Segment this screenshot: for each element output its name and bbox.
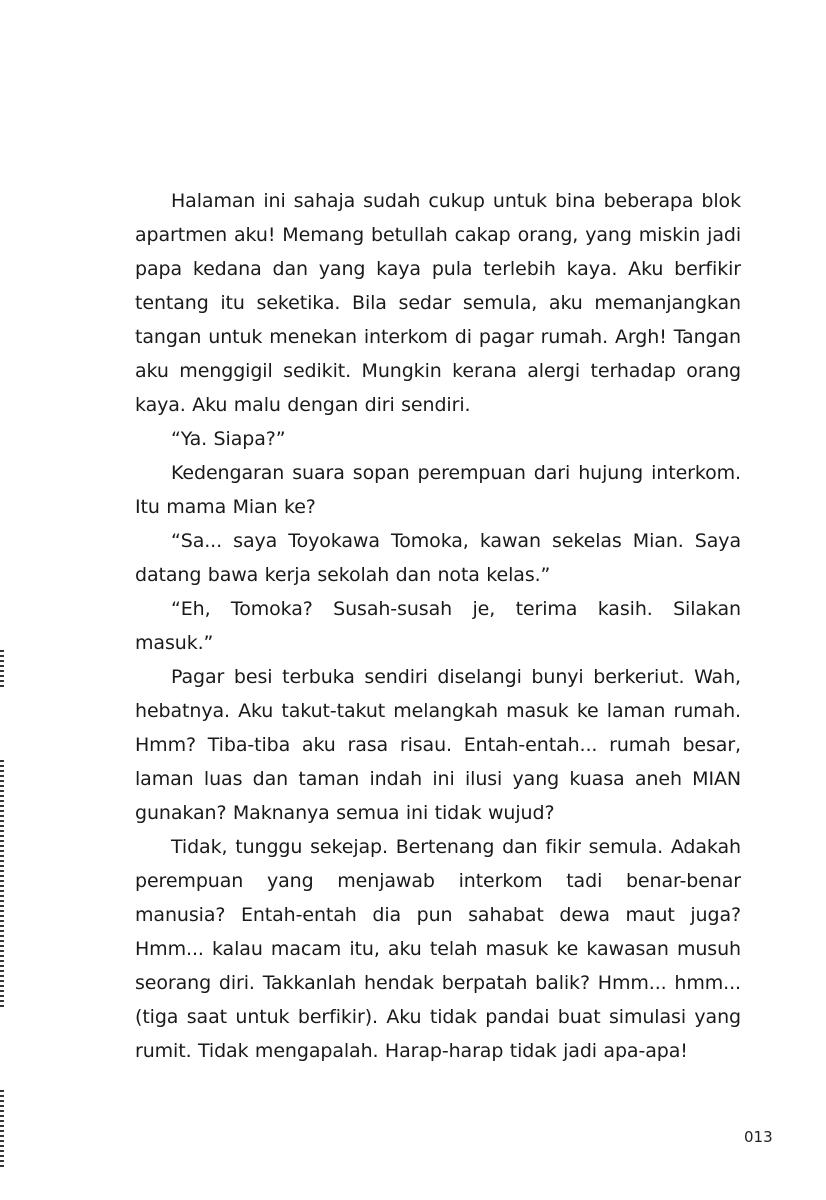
paragraph: Pagar besi terbuka sendiri diselangi bunyi berkeriut. Wah, hebatnya. Aku takut-takut melangkah masuk ke laman rumah. Hmm? Tiba-tiba aku rasa risau. Entah-entah... rumah besar, laman luas dan taman indah ini ilusi yang kuasa aneh MIAN gunakan? Maknanya semua ini tidak wujud? [135, 666, 741, 824]
paragraph: Tidak, tunggu sekejap. Bertenang dan fikir semula. Adakah perempuan yang menjawab interkom tadi benar-benar manusia? Entah-entah dia pun sahabat dewa maut juga? Hmm... kalau macam itu, aku telah masuk ke kawasan musuh seorang diri. Takkanlah hendak berpatah balik? Hmm... hmm... (tiga saat untuk berfikir). Aku tidak pandai buat simulasi yang rumit. Tidak mengapalah. Harap-harap tidak jadi apa-apa! [135, 836, 741, 1062]
scan-edge-mark [0, 1090, 4, 1170]
paragraph: “Eh, Tomoka? Susah-susah je, terima kasih. Silakan masuk.” [135, 598, 741, 654]
paragraph: Halaman ini sahaja sudah cukup untuk bina beberapa blok apartmen aku! Memang betullah cakap orang, yang miskin jadi papa kedana dan yang kaya pula terlebih kaya. Aku berfikir tentang itu seketika. Bila sedar semula, aku memanjangkan tangan untuk menekan interkom di pagar rumah. Argh! Tangan aku menggigil sedikit. Mungkin kerana alergi terhadap orang kaya. Aku malu dengan diri sendiri. [135, 190, 741, 416]
page-number: 013 [744, 1128, 773, 1146]
scan-edge-mark [0, 650, 4, 690]
scan-edge-mark [0, 760, 4, 1010]
paragraph: Kedengaran suara sopan perempuan dari hujung interkom. Itu mama Mian ke? [135, 462, 741, 518]
paragraph: “Ya. Siapa?” [171, 428, 286, 450]
paragraph: “Sa... saya Toyokawa Tomoka, kawan sekelas Mian. Saya datang bawa kerja sekolah dan nota kelas.” [135, 530, 741, 586]
body-text [135, 184, 741, 1068]
